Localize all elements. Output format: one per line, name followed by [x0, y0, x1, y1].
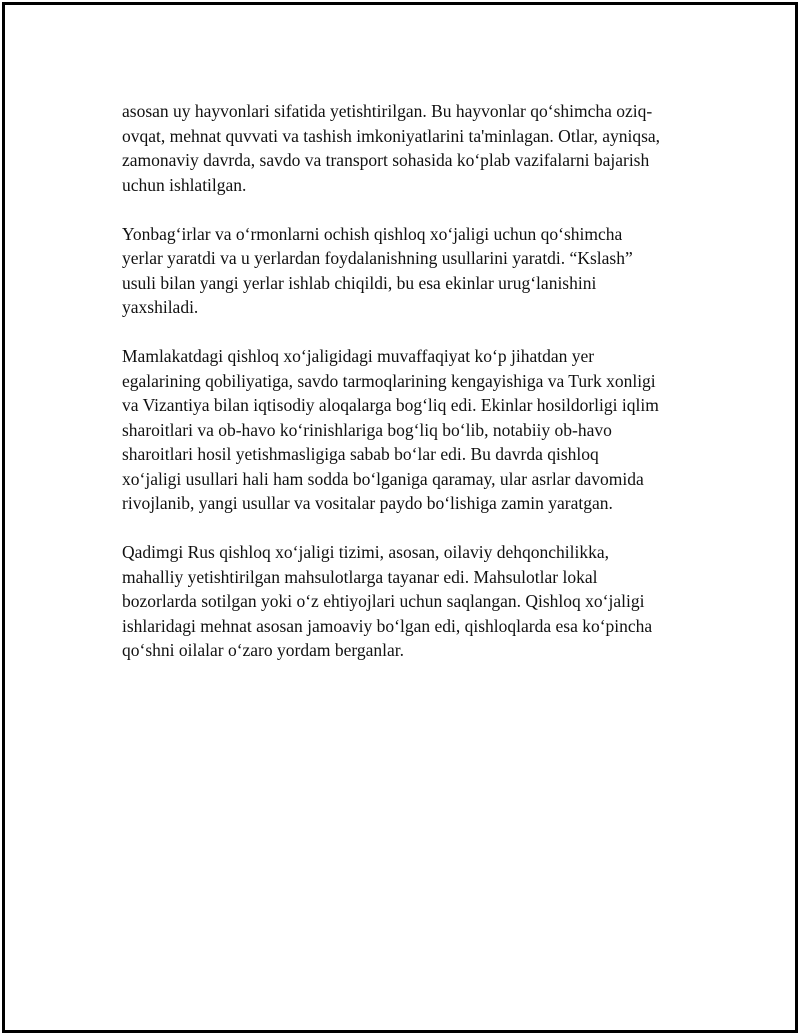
text-line: ishlaridagi mehnat asosan jamoaviy bo‘lgan edi, qishloqlarda esa ko‘pincha	[122, 615, 653, 636]
text-line: sharoitlari hosil yetishmasligiga sabab bo‘lar edi. Bu davrda qishloq	[122, 444, 599, 464]
text-line: ovqat, mehnat quvvati va tashish imkoniyatlarini ta'minlagan. Otlar, ayniqsa,	[122, 125, 661, 146]
text-line: xo‘jaligi usullari hali ham sodda bo‘lganiga qaramay, ular asrlar davomida	[122, 468, 644, 489]
text-line: yerlar yaratdi va u yerlardan foydalanishning usullarini yaratdi. “Kslash”	[122, 248, 633, 268]
paragraph-3	[122, 344, 698, 516]
text-line: Qadimgi Rus qishloq xo‘jaligi tizimi, asosan, oilaviy dehqonchilikka,	[122, 542, 610, 562]
text-line: mahalliy yetishtirilgan mahsulotlarga tayanar edi. Mahsulotlar lokal	[122, 566, 598, 587]
text-line: usuli bilan yangi yerlar ishlab chiqildi, bu esa ekinlar urug‘lanishini	[122, 272, 597, 293]
text-line: qo‘shni oilalar o‘zaro yordam berganlar.	[122, 640, 405, 660]
text-line: zamonaviy davrda, savdo va transport sohasida ko‘plab vazifalarni bajarish	[122, 150, 650, 170]
document-body	[122, 99, 698, 687]
page-frame	[2, 2, 798, 1033]
text-line: rivojlanib, yangi usullar va vositalar paydo bo‘lishiga zamin yaratgan.	[122, 493, 613, 513]
text-line: Yonbag‘irlar va o‘rmonlarni ochish qishloq xo‘jaligi uchun qo‘shimcha	[122, 223, 623, 244]
paragraph-1	[122, 99, 698, 197]
text-line: va Vizantiya bilan iqtisodiy aloqalarga bog‘liq edi. Ekinlar hosildorligi iqlim	[122, 395, 659, 415]
text-line: bozorlarda sotilgan yoki o‘z ehtiyojlari uchun saqlangan. Qishloq xo‘jaligi	[122, 591, 645, 611]
text-line: uchun ishlatilgan.	[122, 174, 247, 195]
text-line: yaxshiladi.	[122, 297, 199, 317]
paragraph-4	[122, 540, 698, 663]
text-line: sharoitlari va ob-havo ko‘rinishlariga bog‘liq bo‘lib, notabiiy ob-havo	[122, 419, 612, 440]
text-line: Mamlakatdagi qishloq xo‘jaligidagi muvaffaqiyat ko‘p jihatdan yer	[122, 346, 595, 366]
text-line: egalarining qobiliyatiga, savdo tarmoqlarining kengayishiga va Turk xonligi	[122, 370, 656, 391]
paragraph-2	[122, 222, 698, 320]
text-line: asosan uy hayvonlari sifatida yetishtirilgan. Bu hayvonlar qo‘shimcha oziq-	[122, 101, 653, 121]
